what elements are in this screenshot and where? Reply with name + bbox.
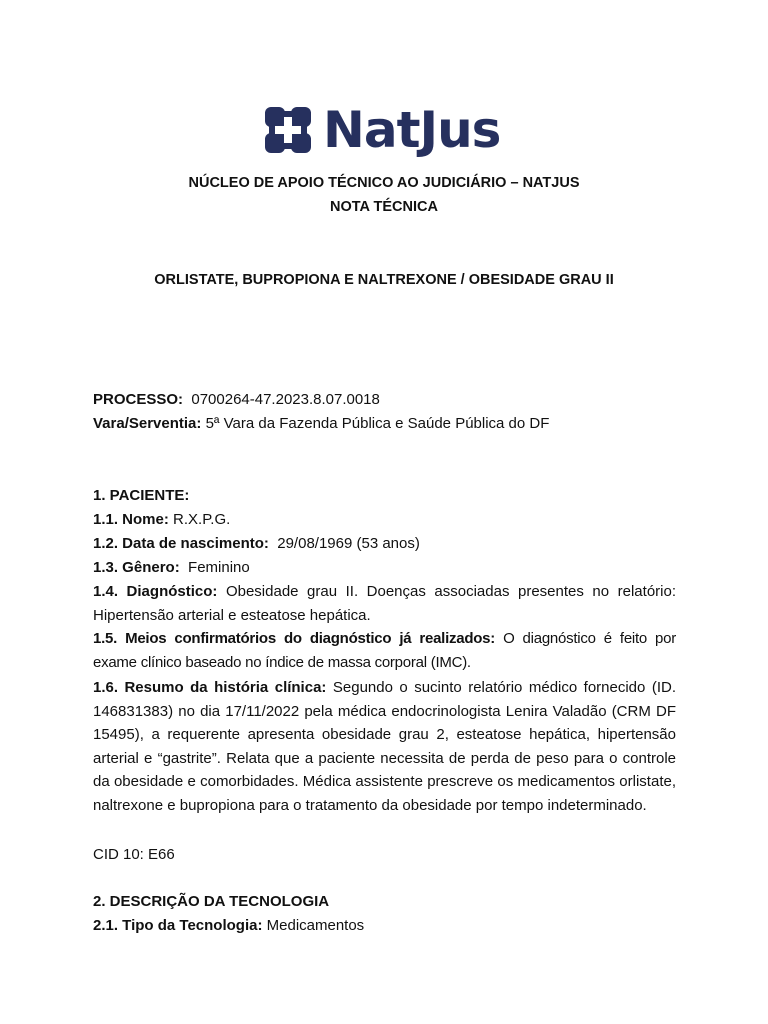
cid-line: CID 10: E66 bbox=[93, 846, 175, 863]
nascimento-value: 29/08/1969 (53 anos) bbox=[277, 535, 420, 552]
tipo-tecnologia-line bbox=[93, 916, 676, 936]
meios-label: 1.5. Meios confirmatórios do diagnóstico já realizados: bbox=[93, 630, 496, 647]
section-2-heading: 2. DESCRIÇÃO DA TECNOLOGIA bbox=[93, 893, 330, 910]
resumo-label: 1.6. Resumo da história clínica: bbox=[93, 679, 327, 696]
resumo-paragraph bbox=[93, 676, 676, 817]
vara-line bbox=[93, 414, 676, 434]
genero-value: Feminino bbox=[188, 559, 250, 576]
diagnostico-label: 1.4. Diagnóstico: bbox=[93, 583, 218, 600]
nome-line bbox=[93, 510, 676, 530]
document-type: NOTA TÉCNICA bbox=[330, 199, 438, 215]
natjus-cross-icon bbox=[263, 105, 313, 155]
section-1-heading: 1. PACIENTE: bbox=[93, 487, 190, 504]
nascimento-label: 1.2. Data de nascimento: bbox=[93, 535, 269, 552]
nome-value: R.X.P.G. bbox=[173, 511, 231, 528]
resumo-value: Segundo o sucinto relatório médico fornecido (ID. 146831383) no dia 17/11/2022 pela médica endocrinologista Lenira Valadão (CRM DF 15495), a requerente apresenta obesidade grau 2, esteatose hepática, hipertensão arterial e “gastrite”. Relata que a paciente necessita de perda de peso para o controle da obesidade e comorbidades. Médica assistente prescreve os medicamentos orlistate, naltrexone e bupropiona para o tratamento da obesidade por tempo indeterminado. bbox=[93, 679, 676, 814]
tipo-tecnologia-value: Medicamentos bbox=[266, 917, 365, 934]
diagnostico-value: Obesidade grau II. Doenças associadas presentes no relatório: Hipertensão arterial e esteatose hepática. bbox=[93, 583, 676, 624]
processo-label: PROCESSO: bbox=[93, 391, 184, 408]
meios-paragraph bbox=[93, 627, 676, 674]
natjus-logo bbox=[263, 102, 500, 158]
tipo-tecnologia-label: 2.1. Tipo da Tecnologia: bbox=[93, 917, 263, 934]
nome-label: 1.1. Nome: bbox=[93, 511, 169, 528]
vara-value: 5ª Vara da Fazenda Pública e Saúde Pública do DF bbox=[205, 415, 550, 432]
genero-label: 1.3. Gênero: bbox=[93, 559, 180, 576]
processo-value: 0700264-47.2023.8.07.0018 bbox=[191, 391, 380, 408]
nascimento-line bbox=[93, 534, 676, 554]
diagnostico-paragraph bbox=[93, 580, 676, 627]
institution-title: NÚCLEO DE APOIO TÉCNICO AO JUDICIÁRIO – NATJUS bbox=[188, 175, 580, 191]
document-subject: ORLISTATE, BUPROPIONA E NALTREXONE / OBESIDADE GRAU II bbox=[154, 272, 614, 288]
processo-line bbox=[93, 390, 676, 410]
logo-wordmark: NatJus bbox=[323, 101, 501, 159]
vara-label: Vara/Serventia: bbox=[93, 415, 202, 432]
genero-line bbox=[93, 558, 676, 578]
meios-value: O diagnóstico é feito por exame clínico baseado no índice de massa corporal (IMC). bbox=[93, 630, 676, 671]
